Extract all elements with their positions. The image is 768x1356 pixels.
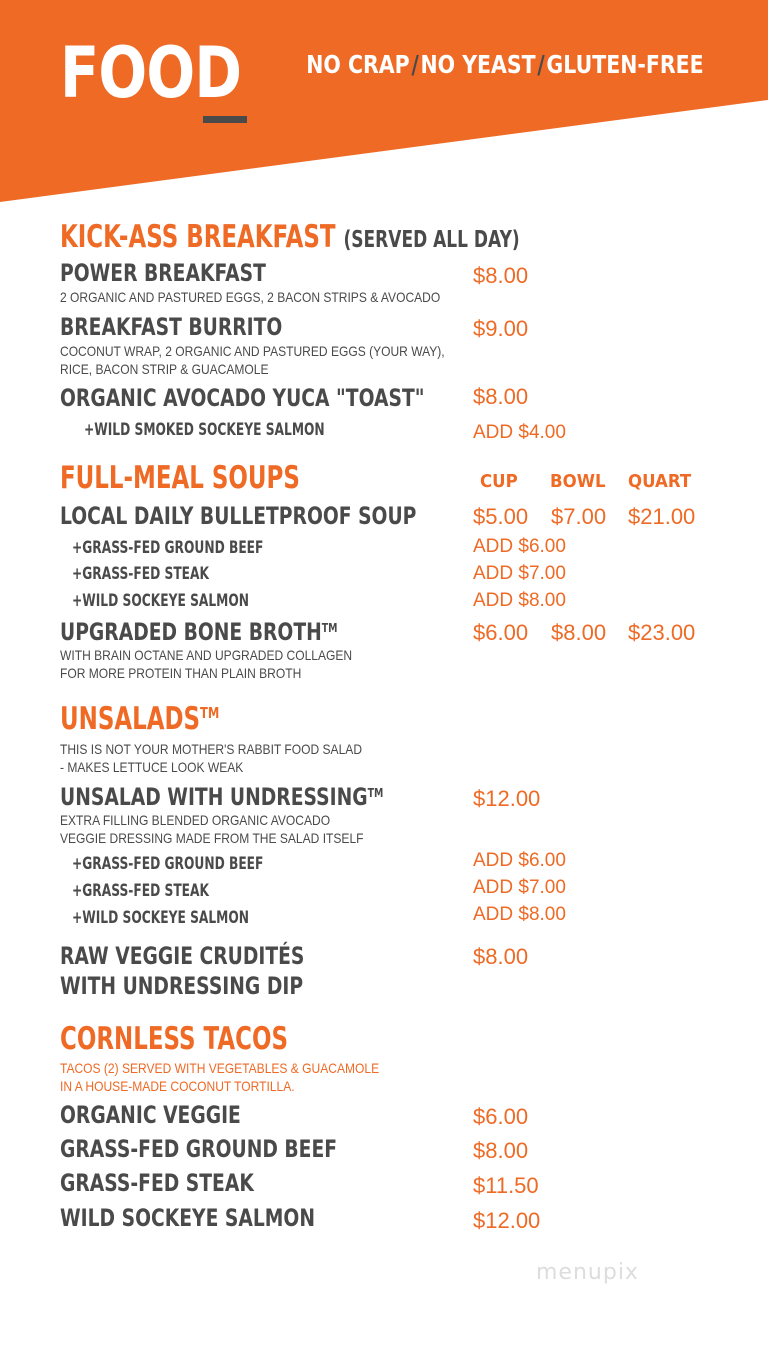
menu-item-name: UPGRADED BONE BROTH [60,618,322,646]
menu-item-name: UNSALAD WITH UNDRESSING [60,783,368,811]
menu-item-price: $9.00 [473,316,529,341]
section-title-text: UNSALADS [60,701,201,737]
menu-item-price: $11.50 [473,1173,539,1198]
trademark-mark: TM [321,621,338,635]
menu-item-organic-veggie: ORGANIC VEGGIE [60,1101,241,1129]
addon-price: ADD $7.00 [473,877,566,898]
column-header-bowl: BOWL [550,471,606,492]
menu-item-ground-beef: GRASS-FED GROUND BEEF [60,1135,338,1163]
menu-item-bulletproof-soup: LOCAL DAILY BULLETPROOF SOUP [60,502,417,530]
section-title-breakfast [60,219,520,255]
menu-item-bone-broth [60,620,337,644]
price-bowl: $7.00 [551,504,607,529]
tagline-slash: / [537,50,546,79]
menu-item-description: EXTRA FILLING BLENDED ORGANIC AVOCADO [60,812,331,828]
tagline [307,52,704,77]
tagline-gluten-free: GLUTEN-FREE [546,50,704,79]
addon-steak: +GRASS-FED STEAK [72,881,209,901]
menu-item-crudites-line2: WITH UNDRESSING DIP [60,972,304,1000]
page-title: FOOD [60,32,242,114]
section-intro: IN A HOUSE-MADE COCONUT TORTILLA. [60,1078,295,1094]
menu-item-price: $6.00 [473,1104,529,1129]
addon-price: ADD $6.00 [473,536,566,557]
section-intro: - MAKES LETTUCE LOOK WEAK [60,759,244,775]
section-title-tacos: CORNLESS TACOS [60,1021,288,1057]
section-intro: THIS IS NOT YOUR MOTHER'S RABBIT FOOD SALAD [60,741,363,757]
menu-item-description: RICE, BACON STRIP & GUACAMOLE [60,361,269,377]
price-cup: $5.00 [473,504,529,529]
addon-ground-beef: +GRASS-FED GROUND BEEF [72,538,264,558]
addon-ground-beef: +GRASS-FED GROUND BEEF [72,854,264,874]
menu-item-price: $8.00 [473,944,529,969]
section-intro: TACOS (2) SERVED WITH VEGETABLES & GUACAMOLE [60,1060,380,1076]
watermark-text: menupix [536,1260,639,1285]
menu-item-description: VEGGIE DRESSING MADE FROM THE SALAD ITSELF [60,830,364,846]
addon-steak: +GRASS-FED STEAK [72,564,209,584]
column-header-cup: CUP [480,471,518,492]
menu-item-steak: GRASS-FED STEAK [60,1169,254,1197]
addon-price: ADD $8.00 [473,590,566,611]
menu-item-description: FOR MORE PROTEIN THAN PLAIN BROTH [60,665,302,681]
menu-item-price: $12.00 [473,786,541,811]
menu-item-sockeye-salmon: WILD SOCKEYE SALMON [60,1204,315,1232]
menu-item-power-breakfast: POWER BREAKFAST [60,259,266,287]
menu-item-description: WITH BRAIN OCTANE AND UPGRADED COLLAGEN [60,647,353,663]
tagline-slash: / [411,50,420,79]
section-title-soups: FULL-MEAL SOUPS [60,460,300,496]
menu-item-description: COCONUT WRAP, 2 ORGANIC AND PASTURED EGGS (YOUR WAY), [60,343,445,359]
menu-item-price: $8.00 [473,263,529,288]
addon-price: ADD $4.00 [473,422,566,443]
menu-item-unsalad [60,785,383,809]
addon-price: ADD $8.00 [473,904,566,925]
price-bowl: $8.00 [551,620,607,645]
addon-sockeye-salmon: +WILD SOCKEYE SALMON [72,591,249,611]
section-title-text: KICK-ASS BREAKFAST [60,219,336,255]
tagline-no-crap: NO CRAP [306,50,411,79]
tagline-no-yeast: NO YEAST [420,50,536,79]
title-underscore-mark [203,116,247,123]
menu-item-price: $12.00 [473,1208,541,1233]
trademark-mark: TM [200,704,220,722]
section-subtitle: (SERVED ALL DAY) [343,227,520,253]
price-quart: $21.00 [628,504,696,529]
addon-price: ADD $7.00 [473,563,566,584]
trademark-mark: TM [367,786,384,800]
menu-item-avocado-yuca-toast: ORGANIC AVOCADO YUCA "TOAST" [60,384,425,412]
addon-smoked-salmon: +WILD SMOKED SOCKEYE SALMON [84,420,325,440]
menu-item-price: $8.00 [473,1138,529,1163]
column-header-quart: QUART [628,471,692,492]
menu-item-breakfast-burrito: BREAKFAST BURRITO [60,313,283,341]
addon-price: ADD $6.00 [473,850,566,871]
menu-item-crudites: RAW VEGGIE CRUDITÉS [60,942,305,970]
addon-sockeye-salmon: +WILD SOCKEYE SALMON [72,908,249,928]
price-quart: $23.00 [628,620,696,645]
section-title-unsalads [60,701,220,737]
menu-item-description: 2 ORGANIC AND PASTURED EGGS, 2 BACON STRIPS & AVOCADO [60,289,441,305]
menu-item-price: $8.00 [473,384,529,409]
price-cup: $6.00 [473,620,529,645]
